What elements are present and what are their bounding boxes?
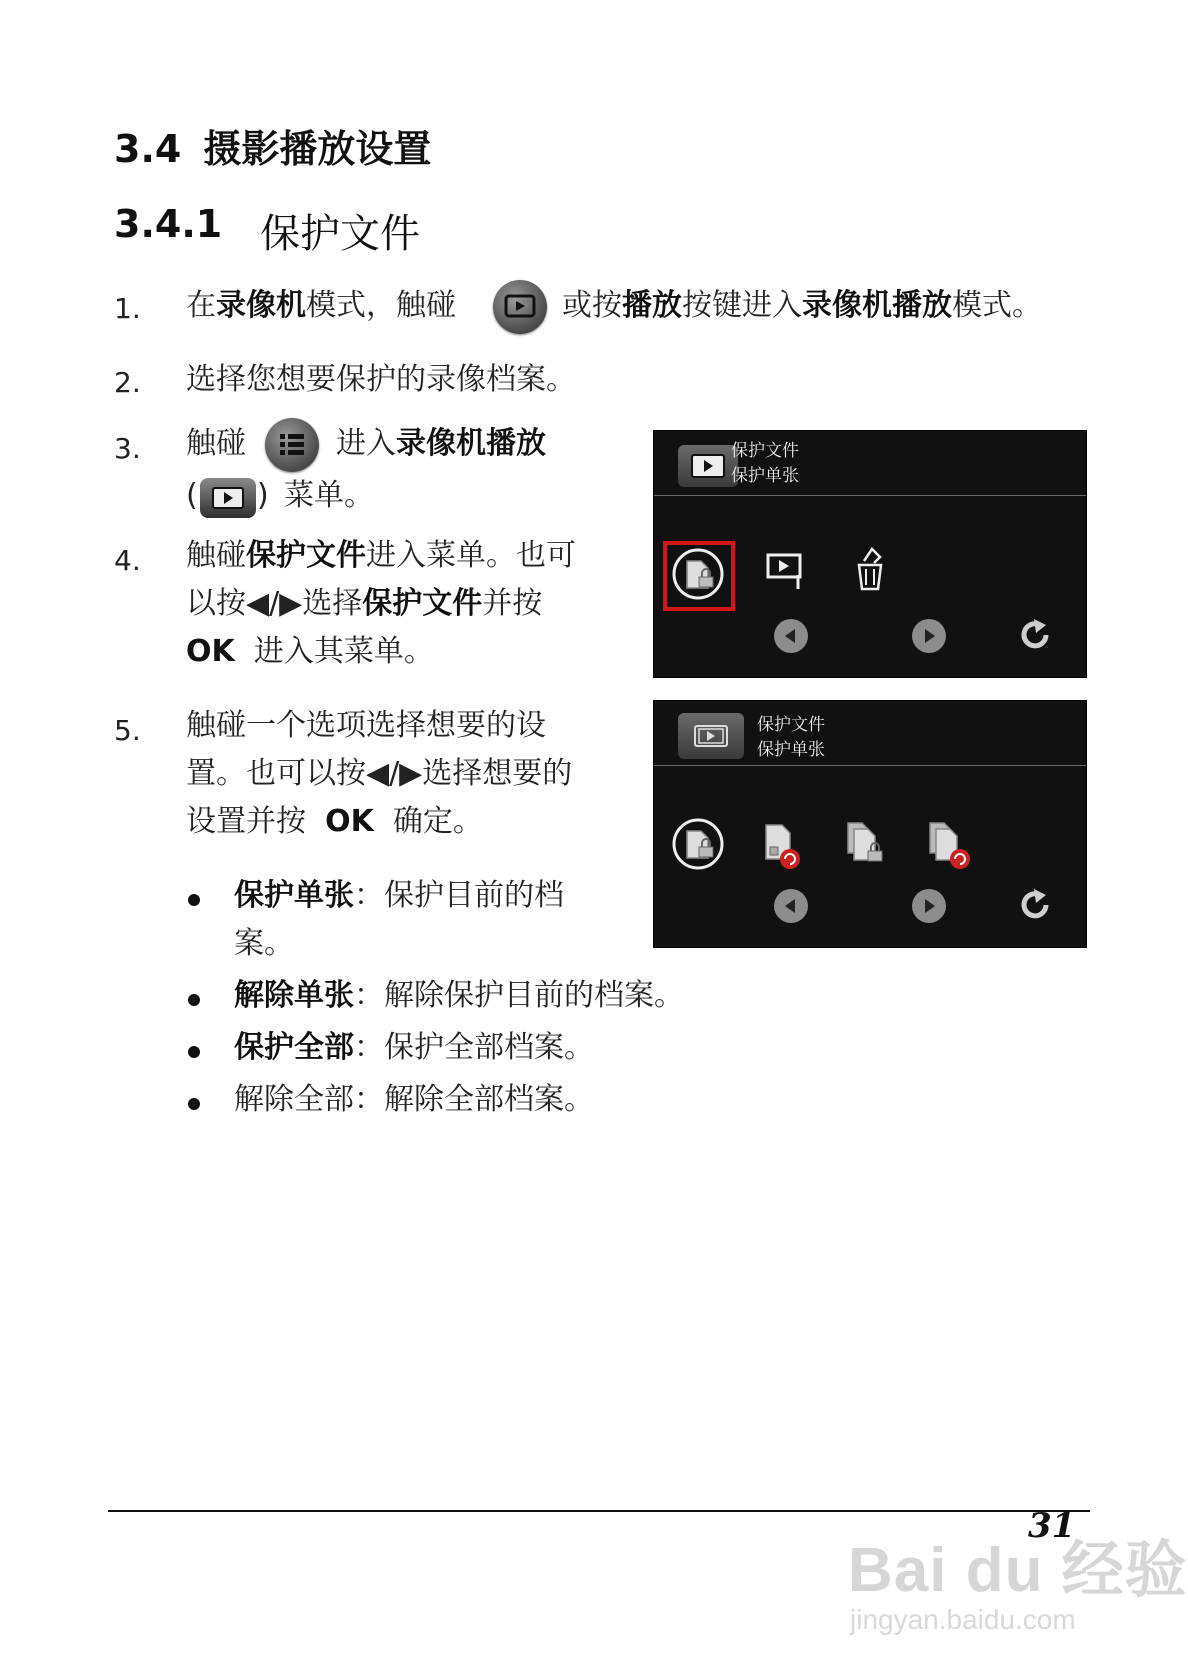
screen-1-subtitle: 保护单张	[731, 466, 799, 486]
step-1-number: 1.	[114, 292, 141, 325]
bullet-unprotect-all: 解除全部：解除全部档案。	[234, 1082, 594, 1117]
step-3-paren-open: (	[186, 478, 198, 513]
play-button[interactable]	[493, 280, 547, 334]
subsection-title: 保护文件	[260, 211, 420, 257]
subsection-number: 3.4.1	[114, 202, 223, 246]
step-3-text-end: 菜单。	[284, 478, 374, 513]
left-arrow-button[interactable]	[774, 619, 808, 653]
section-title: 摄影播放设置	[203, 127, 432, 171]
screen-2-title: 保护文件	[757, 715, 825, 735]
delete-icon[interactable]	[850, 543, 890, 593]
step-4-number: 4.	[114, 544, 141, 577]
bullet-dot	[188, 894, 200, 906]
bullet-protect-single-cont: 案。	[234, 926, 294, 961]
step-1-text-a: 在录像机模式，触碰	[186, 288, 456, 323]
play-icon	[493, 280, 547, 334]
menu-button[interactable]	[265, 418, 319, 472]
slideshow-icon[interactable]	[764, 549, 808, 593]
step-5-number: 5.	[114, 714, 141, 747]
camera-screen-protect-menu	[653, 430, 1087, 678]
list-menu-icon	[265, 418, 319, 472]
subsection-heading	[114, 202, 420, 257]
play-icon	[678, 445, 738, 487]
unprotect-single-icon[interactable]	[760, 821, 808, 871]
step-4-line-2: 以按◀/▶选择保护文件并按	[186, 586, 543, 621]
step-2-number: 2.	[114, 366, 141, 399]
playback-tab-icon	[678, 445, 738, 487]
step-3-number: 3.	[114, 432, 141, 465]
left-arrow-icon	[774, 619, 808, 653]
unprotect-all-icon[interactable]	[926, 819, 978, 871]
bullet-dot	[188, 994, 200, 1006]
left-arrow-button[interactable]	[774, 889, 808, 923]
divider	[654, 765, 1086, 766]
step-5-line-1: 触碰一个选项选择想要的设	[186, 708, 546, 743]
return-icon[interactable]	[1016, 615, 1056, 655]
watermark-logo: Bai du 经验	[848, 1536, 1188, 1605]
step-4-line-1: 触碰保护文件进入菜单。也可	[186, 538, 576, 573]
bullet-dot	[188, 1046, 200, 1058]
watermark-url: jingyan.baidu.com	[850, 1604, 1076, 1635]
bullet-protect-single: 保护单张：保护目前的档	[234, 878, 564, 913]
right-arrow-icon	[912, 889, 946, 923]
bullet-dot	[188, 1098, 200, 1110]
section-heading	[114, 118, 431, 173]
step-5-line-2: 置。也可以按◀/▶选择想要的	[186, 756, 573, 791]
right-arrow-button[interactable]	[912, 889, 946, 923]
return-icon[interactable]	[1016, 885, 1056, 925]
playback-tab-icon	[200, 478, 256, 518]
protect-all-icon[interactable]	[844, 819, 894, 871]
section-number: 3.4	[114, 127, 182, 171]
camera-screen-protect-options	[653, 700, 1087, 948]
bullet-protect-all: 保护全部：保护全部档案。	[234, 1030, 594, 1065]
step-3-paren-close: )	[257, 478, 269, 513]
right-arrow-icon	[912, 619, 946, 653]
protect-file-icon[interactable]	[671, 817, 725, 871]
step-3-text-a: 触碰	[186, 426, 246, 461]
step-1-text-b: 或按播放按键进入录像机播放模式。	[562, 288, 1042, 323]
playback-tab-icon	[678, 713, 744, 759]
left-arrow-icon	[774, 889, 808, 923]
step-3-text-b: 进入录像机播放	[336, 426, 546, 461]
play-icon	[200, 478, 256, 518]
bullet-unprotect-single: 解除单张：解除保护目前的档案。	[234, 978, 684, 1013]
page-number: 31	[1028, 1506, 1076, 1546]
slideshow-icon	[678, 713, 744, 759]
step-5-line-3: 设置并按 OK 确定。	[186, 804, 483, 839]
divider	[654, 495, 1086, 496]
protect-file-icon[interactable]	[671, 547, 725, 601]
step-2-text: 选择您想要保护的录像档案。	[186, 362, 576, 397]
step-4-line-3: OK 进入其菜单。	[186, 634, 434, 669]
screen-1-title: 保护文件	[731, 441, 799, 461]
footer-rule	[108, 1510, 1090, 1512]
right-arrow-button[interactable]	[912, 619, 946, 653]
screen-2-subtitle: 保护单张	[757, 740, 825, 760]
